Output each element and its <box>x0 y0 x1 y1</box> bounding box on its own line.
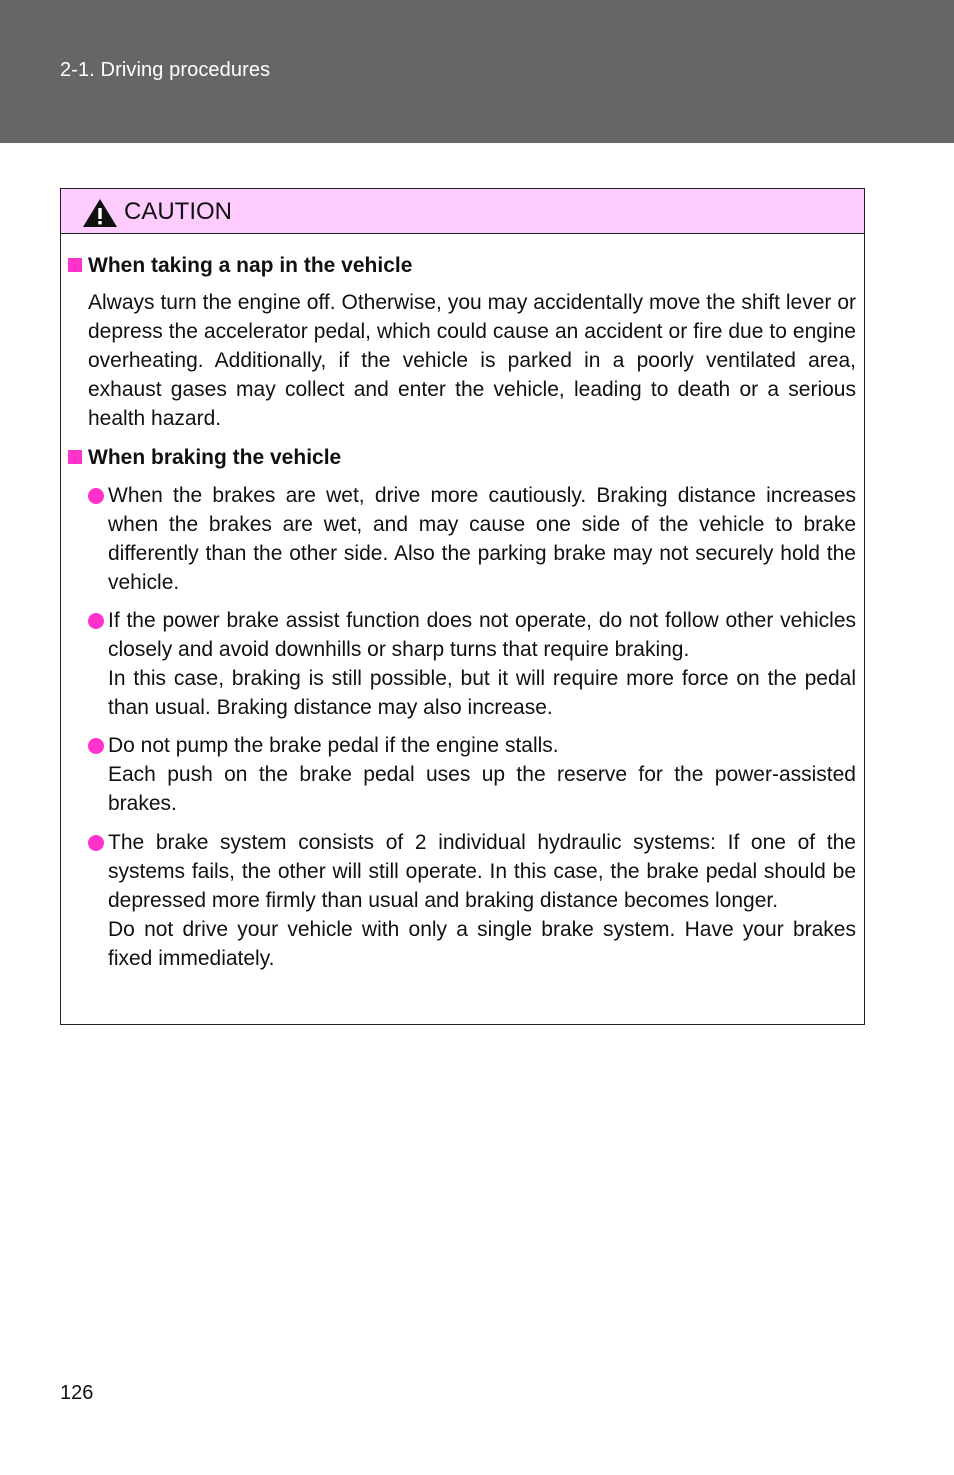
section-title: 2-1. Driving procedures <box>60 59 271 81</box>
caution-box <box>60 188 865 1025</box>
circle-bullet-icon <box>88 835 104 851</box>
header-bar <box>0 0 954 143</box>
caution-header <box>61 189 864 234</box>
bullet-text: If the power brake assist function does not operate, do not follow other vehicles closely and avoid downhills or sharp turns that require braking. <box>108 609 856 661</box>
square-bullet-icon <box>68 258 82 272</box>
list-item <box>88 731 856 818</box>
warning-triangle-icon <box>81 197 119 229</box>
list-item <box>88 828 856 973</box>
caution-label: CAUTION <box>124 198 232 225</box>
bullet-text: The brake system consists of 2 individual hydraulic systems: If one of the systems fails, the other will still operate. In this case, the brake pedal should be depressed more firmly than usual and braking distance becomes longer. <box>108 831 856 912</box>
section-heading: When taking a nap in the vehicle <box>68 251 858 280</box>
square-bullet-icon <box>68 450 82 464</box>
bullet-text: Each push on the brake pedal uses up the reserve for the power-assisted brakes. <box>108 763 856 815</box>
bullet-text: Do not drive your vehicle with only a single brake system. Have your brakes fixed immediately. <box>108 918 856 970</box>
list-item <box>88 606 856 722</box>
circle-bullet-icon <box>88 488 104 504</box>
circle-bullet-icon <box>88 738 104 754</box>
circle-bullet-icon <box>88 613 104 629</box>
page-number: 126 <box>60 1382 94 1404</box>
bullet-text: In this case, braking is still possible, but it will require more force on the pedal than usual. Braking distance may also increase. <box>108 667 856 719</box>
list-item <box>88 481 856 597</box>
bullet-text: When the brakes are wet, drive more cautiously. Braking distance increases when the brakes are wet, and may cause one side of the vehicle to brake differently than the other side. Also the parking brake may not securely hold the vehicle. <box>108 484 856 594</box>
section-nap <box>68 251 858 280</box>
section-braking <box>68 443 858 472</box>
bullet-text: Do not pump the brake pedal if the engine stalls. <box>108 734 559 757</box>
section-nap-text: Always turn the engine off. Otherwise, you may accidentally move the shift lever or depress the accelerator pedal, which could cause an accident or fire due to engine overheating. Additionally, if the vehicle is parked in a poorly ventilated area, exhaust gases may collect and enter the vehicle, leading to death or a serious health hazard. <box>88 291 856 430</box>
section-heading: When braking the vehicle <box>68 443 858 472</box>
